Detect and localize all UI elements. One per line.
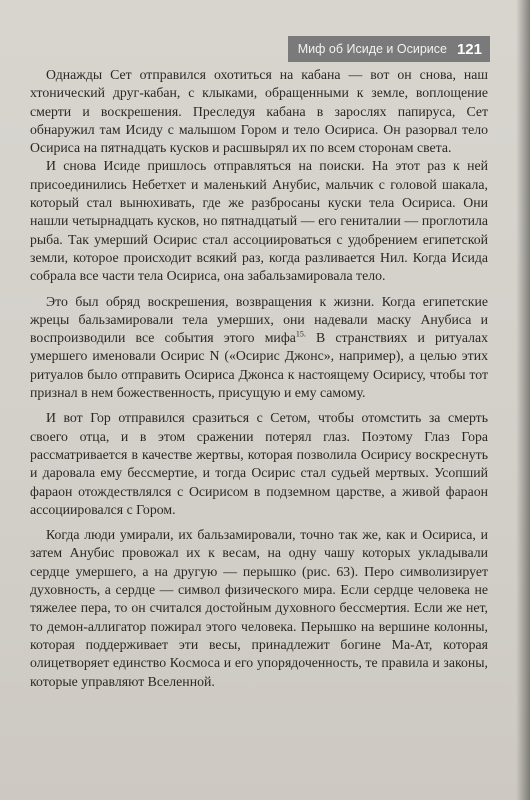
paragraph-3	[30, 293, 488, 403]
paragraph-3-part-2: В странствиях и ритуалах умершего именовали Осирис N («Осирис Джонс», например), а целью этих ритуалов было отправить Осириса Джонса к настоящему Осирису, чтобы тот признал в нем божественность, присущую и ему самому.	[30, 330, 489, 401]
paragraph-1: Однажды Сет отправился охотиться на кабана — вот он снова, наш хтонический друг-кабан, с клыками, обращенными к земле, воплощение смерти и воскрешения. Преследуя кабана в зарослях папируса, Сет обнаружил там Исиду с малышом Гором и тело Осириса. Он разорвал тело Осириса на пятнадцать кусков и расшвырял их по всем сторонам света.	[30, 67, 488, 156]
paragraph-5: Когда люди умирали, их бальзамировали, точно так же, как и Осириса, и затем Анубис провожал их к весам, на одну чашу которых укладывали сердце умершего, а на другую — перышко (рис. 63). Перо символизирует духовность, а сердце — символ физического мира. Если сердце человека не тяжелее пера, то он считался достойным духовного бессмертия. Если же нет, то демон-аллигатор пожирал этого человека. Перышко на вершине колонны, которая поддерживает эти весы, принадлежит богине Ма-Ат, которая олицетворяет единство Космоса и его упорядоченность, те правила и законы, которые управляют Вселенной.	[30, 527, 488, 689]
paragraph-3-part-1: Это был обряд воскрешения, возвращения к жизни. Когда египетские жрецы бальзамировали тела умерших, они надевали маску Анубиса и воспроизводили все события этого мифа	[30, 293, 488, 346]
page-edge-shadow	[516, 0, 530, 800]
running-header	[288, 36, 490, 62]
paragraph-4: И вот Гор отправился сразиться с Сетом, чтобы отомстить за смерть своего отца, и в этом сражении потерял глаз. Поэтому Глаз Гора рассматривается в качестве жертвы, которая позволила Осирису воскреснуть и даровала ему бессмертие, и тогда Осирис стал судьей мертвых. Усопший фараон отождествлялся с Осирисом в подземном царстве, а живой фараон ассоциировался с Гором.	[30, 410, 488, 517]
paragraph-2: И снова Исиде пришлось отправляться на поиски. На этот раз к ней присоединились Небетхет и маленький Анубис, мальчик с головой шакала, который стал вынюхивать, где же разбросаны куски тела Осириса. Они нашли четырнадцать кусков, но пятнадцатый — его гениталии — проглотила рыба. Так умерший Осирис стал ассоциироваться с удобрением египетской земли, которое происходит всякий раз, когда разливается Нил. Когда Исида собрала все части тела Осириса, она забальзамировала тело.	[30, 158, 488, 284]
running-header-title: Миф об Исиде и Осирисе	[288, 36, 455, 62]
footnote-reference: 15.	[295, 329, 306, 339]
page-number: 121	[455, 36, 490, 62]
body-text	[30, 66, 488, 691]
